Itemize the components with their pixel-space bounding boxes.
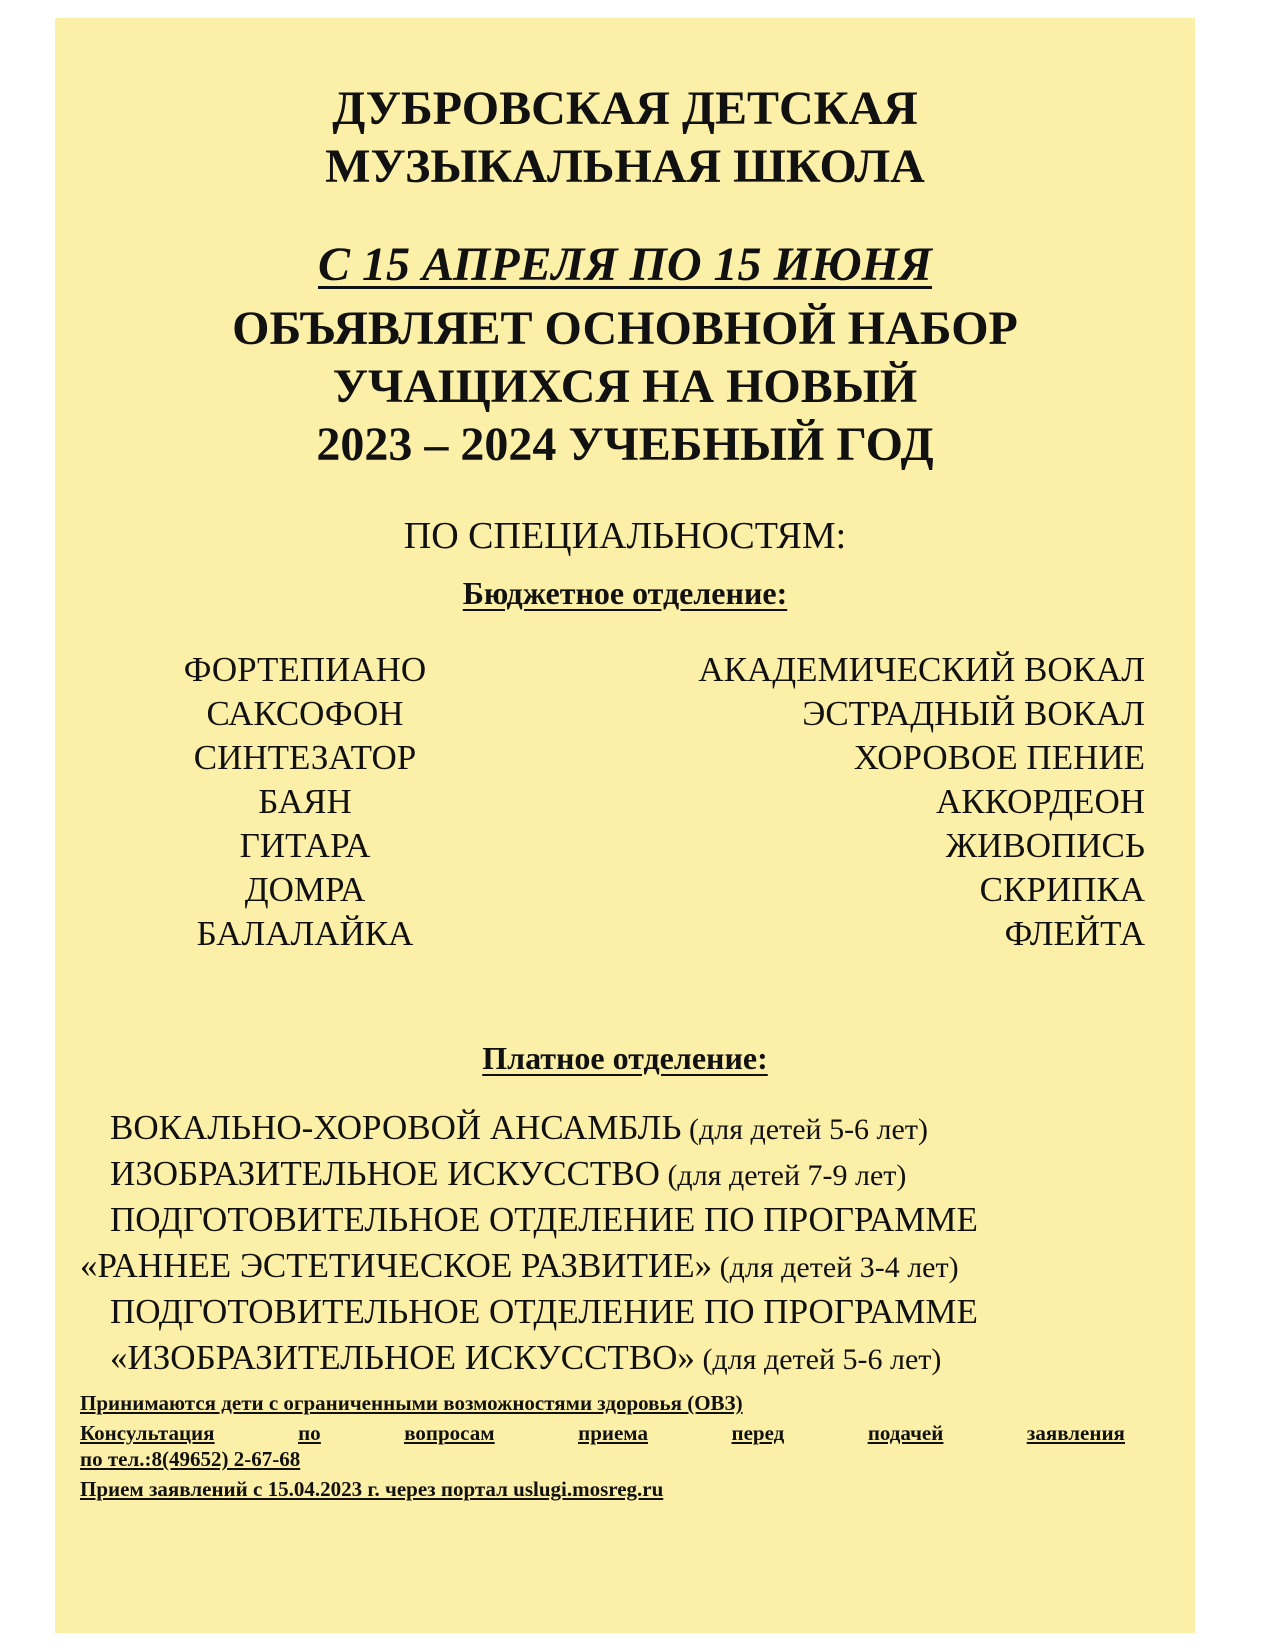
consult-word: вопросам [404,1421,495,1445]
list-item [80,1152,1160,1198]
announcement-line-3: 2023 – 2024 УЧЕБНЫЙ ГОД [316,418,934,471]
enrollment-dates: С 15 АПРЕЛЯ ПО 15 ИЮНЯ [318,238,932,291]
consult-word: перед [731,1421,785,1445]
list-item [80,1290,1160,1336]
list-item: БАЯН [258,782,352,821]
specialties-label: ПО СПЕЦИАЛЬНОСТЯМ: [403,515,847,557]
paid-item-title: «РАННЕЕ ЭСТЕТИЧЕСКОЕ РАЗВИТИЕ» [80,1246,713,1285]
footer-notes [80,1390,1125,1502]
list-item: ДОМРА [244,870,366,909]
consultation-line [80,1420,1125,1446]
list-item: ФЛЕЙТА [1004,914,1145,953]
flyer-sheet [55,18,1195,1633]
paid-department-heading-colon: : [757,1040,768,1076]
list-item: ГИТАРА [239,826,371,865]
consult-word: приема [578,1421,648,1445]
school-title-line-1: ДУБРОВСКАЯ ДЕТСКАЯ [332,82,918,135]
list-item [80,1336,1160,1382]
list-item [80,1244,1160,1290]
paid-item-title: ИЗОБРАЗИТЕЛЬНОЕ ИСКУССТВО [110,1154,660,1193]
consult-word: заявления [1026,1421,1125,1445]
school-title-line-2: МУЗЫКАЛЬНАЯ ШКОЛА [325,140,925,193]
budget-list-left [155,648,455,956]
announcement [55,300,1195,474]
list-item: ХОРОВОЕ ПЕНИЕ [853,738,1145,777]
list-item: СКРИПКА [979,870,1145,909]
list-item: САКСОФОН [206,694,404,733]
list-item: ЭСТРАДНЫЙ ВОКАЛ [802,694,1145,733]
consult-word: Консультация [80,1421,215,1445]
paid-item-note: (для детей 7-9 лет) [659,1159,907,1192]
paid-item-title: «ИЗОБРАЗИТЕЛЬНОЕ ИСКУССТВО» [110,1338,695,1377]
paid-item-title: ПОДГОТОВИТЕЛЬНОЕ ОТДЕЛЕНИЕ ПО ПРОГРАММЕ [110,1292,978,1331]
list-item: БАЛАЛАЙКА [196,914,414,953]
announcement-line-2: УЧАЩИХСЯ НА НОВЫЙ [332,360,918,413]
consult-word: подачей [867,1421,944,1445]
paid-department-heading-text: Платное отделение [482,1040,758,1076]
paid-item-note: (для детей 5-6 лет) [694,1343,942,1376]
applications-note: Прием заявлений с 15.04.2023 г. через портал uslugi.mosreg.ru [80,1477,664,1501]
paid-item-note: (для детей 3-4 лет) [712,1251,959,1284]
list-item: СИНТЕЗАТОР [193,738,417,777]
paid-item-title: ПОДГОТОВИТЕЛЬНОЕ ОТДЕЛЕНИЕ ПО ПРОГРАММЕ [110,1200,978,1239]
list-item: ФОРТЕПИАНО [183,650,427,689]
list-item: АКАДЕМИЧЕСКИЙ ВОКАЛ [698,650,1145,689]
list-item [80,1198,1160,1244]
ovz-note: Принимаются дети с ограниченными возможностями здоровья (ОВЗ) [80,1391,743,1415]
paid-item-title: ВОКАЛЬНО-ХОРОВОЙ АНСАМБЛЬ [110,1108,682,1147]
school-title [55,80,1195,196]
budget-department-heading: Бюджетное отделение: [462,575,788,611]
phone-line: по тел.:8(49652) 2-67-68 [80,1447,301,1471]
list-item [80,1106,1160,1152]
list-item: ЖИВОПИСЬ [945,826,1145,865]
paid-department-heading [55,1038,1195,1078]
paid-list [80,1106,1160,1382]
announcement-line-1: ОБЪЯВЛЯЕТ ОСНОВНОЙ НАБОР [232,302,1018,355]
list-item: АККОРДЕОН [935,782,1145,821]
budget-list-right [585,648,1145,956]
consult-word: по [298,1421,321,1445]
paid-item-note: (для детей 5-6 лет) [681,1113,928,1146]
